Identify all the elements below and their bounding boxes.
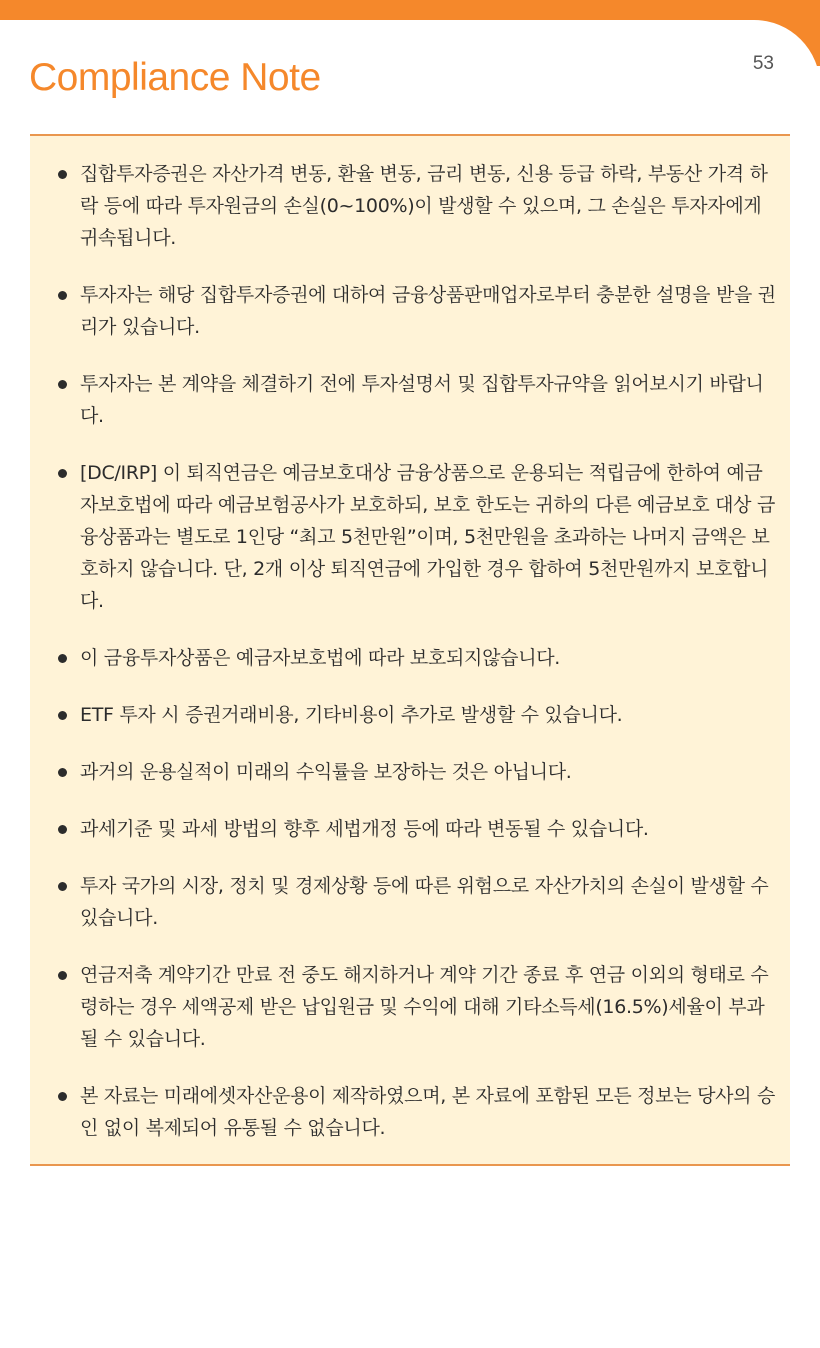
note-item	[30, 279, 780, 343]
top-accent-bar	[0, 0, 820, 20]
note-text: 과세기준 및 과세 방법의 향후 세법개정 등에 따라 변동될 수 있습니다.	[80, 818, 649, 840]
bullet-icon	[58, 1092, 67, 1101]
bullet-icon	[58, 882, 67, 891]
note-text: 투자자는 해당 집합투자증권에 대하여 금융상품판매업자로부터 충분한 설명을 받을 권리가 있습니다.	[80, 284, 776, 338]
note-item	[30, 642, 780, 674]
bullet-icon	[58, 825, 67, 834]
note-text: 투자 국가의 시장, 정치 및 경제상황 등에 따른 위험으로 자산가치의 손실이 발생할 수 있습니다.	[80, 875, 769, 929]
note-text: 본 자료는 미래에셋자산운용이 제작하였으며, 본 자료에 포함된 모든 정보는 당사의 승인 없이 복제되어 유통될 수 없습니다.	[80, 1085, 776, 1139]
note-item	[30, 368, 780, 432]
note-text: 투자자는 본 계약을 체결하기 전에 투자설명서 및 집합투자규약을 읽어보시기 바랍니다.	[80, 373, 764, 427]
compliance-note-list	[30, 136, 790, 1144]
note-text: 과거의 운용실적이 미래의 수익률을 보장하는 것은 아닙니다.	[80, 761, 572, 783]
bullet-icon	[58, 469, 67, 478]
note-item	[30, 813, 780, 845]
note-text: 집합투자증권은 자산가격 변동, 환율 변동, 금리 변동, 신용 등급 하락, 부동산 가격 하락 등에 따라 투자원금의 손실(0~100%)이 발생할 수 있으며, 그 손실은 투자자에게 귀속됩니다.	[80, 163, 768, 249]
bullet-icon	[58, 654, 67, 663]
note-text: ETF 투자 시 증권거래비용, 기타비용이 추가로 발생할 수 있습니다.	[80, 704, 623, 726]
note-item	[30, 457, 780, 617]
bullet-icon	[58, 768, 67, 777]
bullet-icon	[58, 291, 67, 300]
note-item	[30, 959, 780, 1055]
note-item	[30, 870, 780, 934]
note-text: 이 금융투자상품은 예금자보호법에 따라 보호되지않습니다.	[80, 647, 561, 669]
page-title: Compliance Note	[29, 56, 321, 99]
bullet-icon	[58, 380, 67, 389]
bullet-icon	[58, 971, 67, 980]
note-item	[30, 756, 780, 788]
compliance-note-box	[30, 134, 790, 1166]
note-item	[30, 158, 780, 254]
bullet-icon	[58, 711, 67, 720]
page-number: 53	[752, 53, 774, 74]
note-text: [DC/IRP] 이 퇴직연금은 예금보호대상 금융상품으로 운용되는 적립금에 한하여 예금자보호법에 따라 예금보험공사가 보호하되, 보호 한도는 귀하의 다른 예금보호 대상 금융상품과는 별도로 1인당 “최고 5천만원”이며, 5천만원을 초과하는 나머지 금액은 보호하지 않습니다. 단, 2개 이상 퇴직연금에 가입한 경우 합하여 5천만원까지 보호합니다.	[80, 462, 776, 612]
note-item	[30, 1080, 780, 1144]
note-text: 연금저축 계약기간 만료 전 중도 해지하거나 계약 기간 종료 후 연금 이외의 형태로 수령하는 경우 세액공제 받은 납입원금 및 수익에 대해 기타소득세(16.5%)세율이 부과될 수 있습니다.	[80, 964, 769, 1050]
bullet-icon	[58, 170, 67, 179]
note-item	[30, 699, 780, 731]
